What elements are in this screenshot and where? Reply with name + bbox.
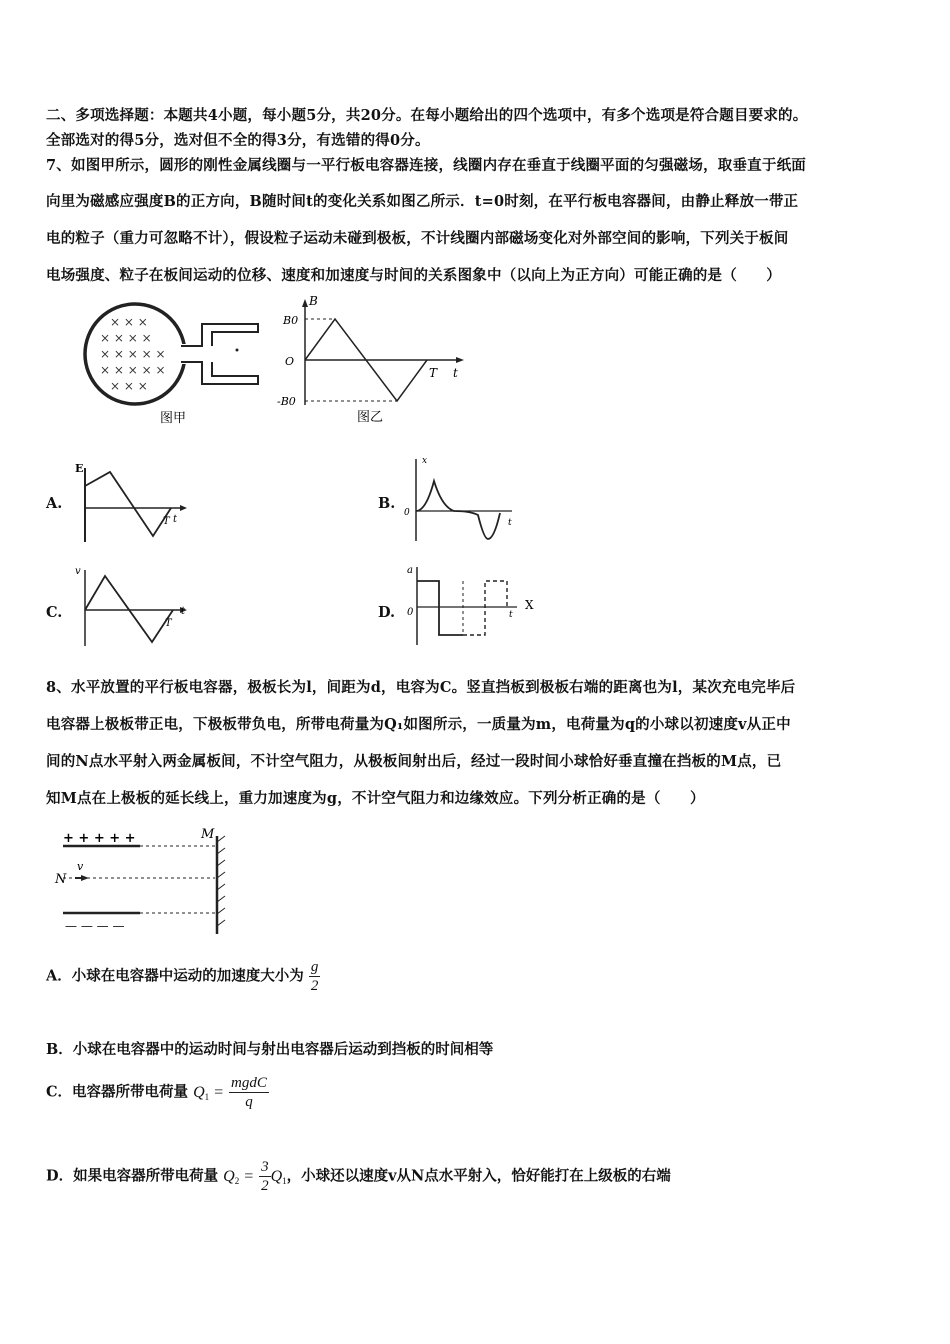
q8-option-d-text: 如果电容器所带电荷量	[73, 1167, 219, 1185]
section-header: 二、多项选择题：本题共4小题，每小题5分，共20分。在每小题给出的四个选项中，有多个选项是符合题目要求的。	[46, 107, 808, 124]
option-d-xlabel: t	[509, 610, 513, 620]
capacitor-upper-plate	[181, 324, 258, 346]
label-m: M	[201, 827, 215, 842]
svg-text:× × × × ×: × × × × ×	[100, 363, 166, 377]
option-a-curve	[85, 472, 171, 536]
label-n: N	[55, 872, 67, 887]
option-d-extra: X	[525, 598, 534, 612]
q7-line-4: 电场强度、粒子在板间运动的位移、速度和加速度与时间的关系图象中（以向上为正方向）可能正确的是（ ）	[46, 267, 781, 284]
q8-line-3: 间的N点水平射入两金属板间，不计空气阻力，从极板间射出后，经过一段时间小球恰好垂直撞在挡板的M点，已	[46, 753, 782, 770]
option-d-ylabel: a	[407, 565, 413, 576]
q8-option-c-fraction: $\frac{\text{mgdC}}{q}$	[231, 1075, 267, 1110]
fig-yi-caption: 图乙	[357, 410, 384, 425]
label-v: v	[77, 860, 84, 873]
q7-option-c-label[interactable]: C.	[46, 604, 63, 621]
section-scoring: 全部选对的得5分，选对但不全的得3分，有选错的得0分。	[46, 132, 430, 149]
q8-option-d-lhs: $Q_2$ =	[223, 1167, 254, 1186]
q7-line-2: 向里为磁感应强度B的正方向，B随时间t的变化关系如图乙所示．t=0时刻，在平行板电容器间，由静止释放一带正	[46, 193, 799, 210]
q7-figure-yi	[275, 295, 475, 425]
q7-option-d-label[interactable]: D.	[378, 604, 396, 621]
option-d-origin: 0	[407, 607, 414, 618]
q8-option-a-text: 小球在电容器中运动的加速度大小为	[71, 967, 304, 985]
plus-charges: + + + + +	[63, 831, 136, 846]
label-origin: O	[285, 355, 295, 368]
q8-option-d[interactable]	[46, 1158, 671, 1195]
q8-option-a-label: A．	[46, 967, 72, 985]
option-c-curve	[85, 576, 173, 642]
q7-option-a-graph	[75, 462, 190, 544]
svg-text:× × × ×: × × × ×	[100, 331, 152, 345]
q8-figure	[55, 822, 245, 934]
fig-jia-caption: 图甲	[160, 411, 187, 426]
option-b-ylabel: x	[422, 456, 428, 466]
q8-line-2: 电容器上极板带正电，下极板带负电，所带电荷量为Q₁如图所示，一质量为m，电荷量为q的小球以初速度v从正中	[46, 716, 791, 733]
q8-option-c-text: 电容器所带电荷量	[72, 1083, 189, 1101]
axis-label-t: t	[453, 366, 458, 380]
q8-option-d-rhs: $Q_1$	[270, 1167, 287, 1186]
svg-text:× × × × ×: × × × × ×	[100, 347, 166, 361]
q8-option-d-fraction: $\frac{3}{2}$	[261, 1159, 269, 1194]
q8-option-b-text: 小球在电容器中的运动时间与射出电容器后运动到挡板的时间相等	[72, 1041, 494, 1058]
capacitor-lower-plate	[181, 362, 258, 384]
q7-option-d-graph	[405, 563, 540, 648]
option-b-origin: 0	[404, 508, 410, 518]
label-period: T	[429, 366, 438, 380]
q7-line-1: 7、如图甲所示，圆形的刚性金属线圈与一平行板电容器连接，线圈内存在垂直于线圈平面的匀强磁场，取垂直于纸面	[46, 157, 806, 174]
q8-option-b-label: B．	[46, 1041, 73, 1058]
q8-option-d-tail: ，小球还以速度v从N点水平射入，恰好能打在上级板的右端	[286, 1167, 671, 1185]
option-b-xlabel: t	[508, 518, 512, 528]
q8-option-a[interactable]	[46, 958, 320, 995]
label-neg-b0: -B0	[277, 395, 296, 408]
minus-charges: — — — —	[65, 919, 125, 933]
q8-option-c[interactable]	[46, 1074, 269, 1111]
option-b-curve	[416, 481, 500, 539]
q8-line-1: 8、水平放置的平行板电容器，极板长为l，间距为d，电容为C。竖直挡板到极板右端的距离也为l，某次充电完毕后	[46, 679, 796, 696]
option-d-curve-dashed	[463, 581, 507, 635]
q8-option-d-label: D．	[46, 1167, 74, 1185]
q7-option-b-graph	[400, 455, 520, 543]
axis-label-b: B	[309, 294, 318, 308]
q8-option-c-lhs: $Q_1$ =	[193, 1083, 224, 1102]
option-c-period: T	[165, 618, 172, 629]
q7-option-c-graph	[75, 566, 190, 648]
q7-figure-jia	[80, 300, 280, 425]
svg-text:× × ×: × × ×	[110, 379, 148, 393]
label-b0: B0	[283, 314, 299, 327]
q7-option-a-label[interactable]: A.	[46, 495, 63, 512]
q8-line-4: 知M点在上极板的延长线上，重力加速度为g，不计空气阻力和边缘效应。下列分析正确的是（ ）	[46, 790, 705, 807]
option-d-curve	[417, 581, 463, 635]
particle-dot	[236, 349, 239, 352]
q7-option-b-label[interactable]: B.	[378, 495, 396, 512]
q7-line-3: 电的粒子（重力可忽略不计），假设粒子运动未碰到极板，不计线圈内部磁场变化对外部空间的影响，下列关于板间	[46, 230, 789, 247]
option-a-xlabel: t	[173, 514, 178, 525]
q8-option-b[interactable]	[46, 1038, 493, 1059]
magnetic-field-crosses	[100, 315, 166, 393]
svg-text:× × ×: × × ×	[110, 315, 148, 329]
option-c-xlabel: t	[181, 606, 186, 617]
q8-option-a-fraction: $\frac{g}{2}$	[310, 959, 319, 994]
option-a-period: T	[163, 516, 170, 527]
q8-option-c-label: C．	[46, 1083, 73, 1101]
option-a-ylabel: E	[75, 462, 84, 475]
option-c-ylabel: v	[75, 566, 81, 577]
